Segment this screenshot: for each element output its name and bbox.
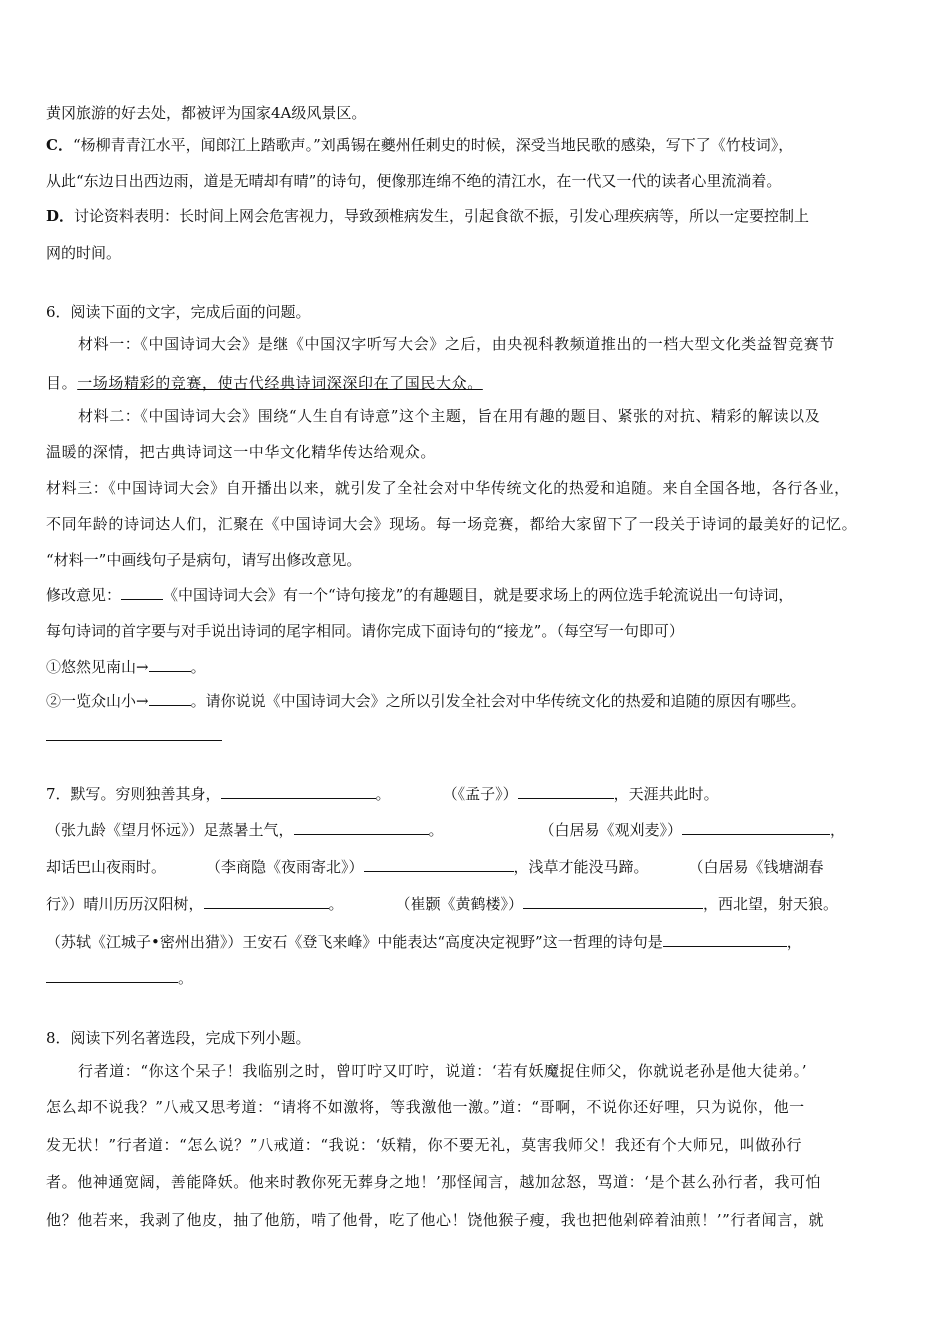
answer-blank[interactable]	[663, 931, 787, 947]
q6-item2	[46, 690, 908, 712]
answer-blank[interactable]	[682, 819, 830, 835]
answer-blank[interactable]	[364, 856, 514, 872]
q6-item2-post: 。请你说说《中国诗词大会》之所以引发全社会对中华传统文化的热爱和追随的原因有哪些。	[190, 692, 806, 710]
q7-l3-a: 却话巴山夜雨时。	[46, 858, 167, 876]
q5-c-label: C．	[46, 136, 73, 154]
q7-l1-d: ，天涯共此时。	[613, 785, 719, 803]
q7-l1-c: （《孟子》）	[442, 785, 518, 803]
q5-option-d-line2: 网的时间。	[46, 244, 122, 262]
q6-item1-end: 。	[190, 658, 206, 676]
answer-blank[interactable]	[121, 584, 163, 600]
q7-l3-b: （李商隐《夜雨寄北》）	[206, 858, 364, 876]
q5-option-c-line2: 从此“东边日出西边雨，道是无晴却有晴”的诗句，便像那连绵不绝的清江水，在一代又一代的读者心里流淌着。	[46, 172, 782, 190]
q7-l6-b: 。	[178, 969, 194, 987]
answer-blank[interactable]	[294, 819, 429, 835]
q7-l5-a: （苏轼《江城子•密州出猎》）王安石《登飞来峰》中能表达“高度决定视野”这一哲理的诗句是	[46, 933, 663, 951]
q7-l1-a: 7．默写。穷则独善其身，	[46, 785, 221, 803]
q7-l4-c: （崔颢《黄鹤楼》）	[395, 895, 524, 913]
q6-task1: “材料一”中画线句子是病句，请写出修改意见。	[46, 551, 362, 569]
q7-l4-a: 行》）晴川历历汉阳树，	[46, 895, 204, 913]
q7-l4-b: 。	[328, 895, 344, 913]
q5-c-text1: “杨柳青青江水平，闻郎江上踏歌声。”刘禹锡在夔州任刺史的时候，深受当地民歌的感染，写下了《竹枝词》，	[72, 136, 794, 154]
answer-blank[interactable]	[149, 690, 191, 706]
q8-passage-line1: 行者道：“你这个呆子！我临别之时，曾叮咛又叮咛，说道：‘若有妖魔捉住师父，你就说老孙是他大徒弟。’	[78, 1062, 808, 1080]
q5-option-c-line1	[46, 134, 908, 156]
q6-heading: 6．阅读下面的文字，完成后面的问题。	[46, 303, 311, 321]
q7-line1	[46, 783, 908, 805]
q7-line2	[46, 819, 908, 841]
q6-material3-line1: 材料三：《中国诗词大会》自开播出以来，就引发了全社会对中华传统文化的热爱和追随。来自全国各地，各行各业，	[46, 479, 850, 497]
q5-line-top: 黄冈旅游的好去处，都被评为国家4A级风景区。	[46, 104, 367, 122]
q6-material1-line2	[46, 372, 908, 394]
q7-l5-b: ，	[786, 933, 802, 951]
q5-d-label: D．	[46, 207, 75, 225]
q7-l3-d: （白居易《钱塘湖春	[688, 858, 824, 876]
q6-task2-post: 《中国诗词大会》有一个“诗句接龙”的有趣题目，就是要求场上的两位选手轮流说出一句诗词，	[163, 586, 794, 604]
q6-material1-line1: 材料一：《中国诗词大会》是继《中国汉字听写大会》之后，由央视科教频道推出的一档大型文化类益智竞赛节	[78, 335, 835, 353]
q8-heading: 8．阅读下列名著选段，完成下列小题。	[46, 1029, 311, 1047]
answer-blank[interactable]	[149, 656, 191, 672]
q7-line5	[46, 931, 908, 953]
q6-item1-text: ①悠然见南山→	[46, 658, 149, 676]
answer-line[interactable]	[46, 740, 222, 741]
q7-l4-d: ，西北望，射天狼。	[703, 895, 839, 913]
q7-l2-a: （张九龄《望月怀远》）足蒸暑土气，	[46, 821, 294, 839]
q6-item2-text: ②一览众山小→	[46, 692, 149, 710]
q7-l2-d: ，	[830, 821, 846, 839]
q6-task2-pre: 修改意见：	[46, 586, 122, 604]
answer-blank[interactable]	[204, 893, 329, 909]
q8-passage-line3: 发无状！”行者道：“怎么说？”八戒道：“我说：‘妖精，你不要无礼，莫害我师父！我还有个大师兄，叫做孙行	[46, 1136, 803, 1154]
q6-underlined-sentence: 一场场精彩的竞赛，使古代经典诗词深深印在了国民大众。	[77, 374, 483, 392]
q5-option-d-line1	[46, 205, 908, 227]
q6-m1-pre: 目。	[46, 374, 78, 392]
answer-blank[interactable]	[221, 783, 376, 799]
answer-blank[interactable]	[46, 967, 178, 983]
q7-line4	[46, 893, 908, 915]
q6-material2-line2: 温暖的深情，把古典诗词这一中华文化精华传达给观众。	[46, 443, 437, 461]
q6-material2-line1: 材料二：《中国诗词大会》围绕“人生自有诗意”这个主题，旨在用有趣的题目、紧张的对抗、精彩的解读以及	[78, 407, 821, 425]
answer-blank[interactable]	[518, 783, 614, 799]
q6-task2-line1	[46, 584, 908, 606]
answer-blank[interactable]	[523, 893, 703, 909]
q7-line6	[46, 967, 908, 989]
q7-l1-b: 。	[375, 785, 391, 803]
q6-item1	[46, 656, 908, 678]
q8-passage-line5: 他？他若来，我剥了他皮，抽了他筋，啃了他骨，吃了他心！饶他猴子瘦，我也把他剁碎着油煎！’”行者闻言，就	[46, 1211, 825, 1229]
q7-line3	[46, 856, 908, 878]
q7-l2-c: （白居易《观刈麦》）	[539, 821, 683, 839]
q8-passage-line4: 者。他神通宽阔，善能降妖。他来时教你死无葬身之地！’那怪闻言，越加忿怒，骂道：‘是个甚么孙行者，我可怕	[46, 1173, 822, 1191]
q7-l2-b: 。	[428, 821, 444, 839]
q6-task2-line2: 每句诗词的首字要与对手说出诗词的尾字相同。请你完成下面诗句的“接龙”。（每空写一句即可）	[46, 622, 684, 640]
q5-d-text1: 讨论资料表明：长时间上网会危害视力，导致颈椎病发生，引起食欲不振，引发心理疾病等，所以一定要控制上	[74, 207, 810, 225]
q7-l3-c: ，浅草才能没马蹄。	[513, 858, 649, 876]
q8-passage-line2: 怎么却不说我？”八戒又思考道：“请将不如激将，等我激他一激。”道：“哥啊，不说你还好哩，只为说你，他一	[46, 1098, 805, 1116]
q6-material3-line2: 不同年龄的诗词达人们，汇聚在《中国诗词大会》现场。每一场竞赛，都给大家留下了一段关于诗词的最美好的记忆。	[46, 515, 858, 533]
